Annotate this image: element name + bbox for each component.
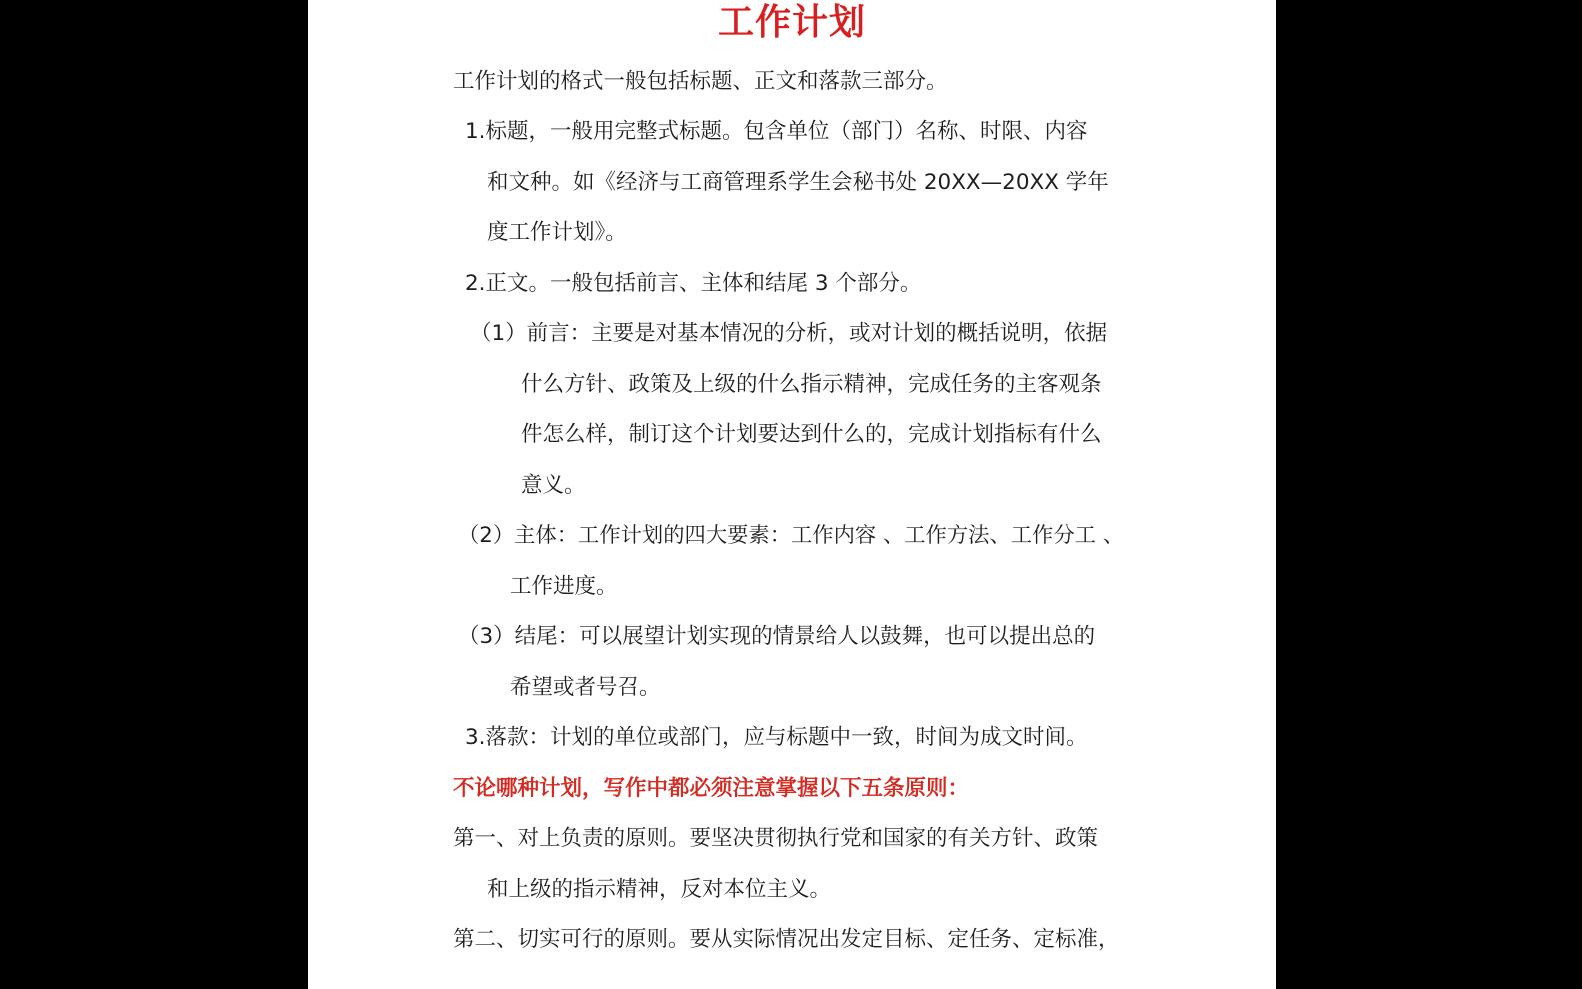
section-2-line: 2.正文。一般包括前言、主体和结尾 3 个部分。 — [465, 271, 922, 296]
intro-line: 工作计划的格式一般包括标题、正文和落款三部分。 — [453, 69, 948, 94]
section-1-line-3: 度工作计划》。 — [487, 220, 627, 245]
principles-heading: 不论哪种计划，写作中都必须注意掌握以下五条原则： — [453, 776, 970, 801]
preface-line-4: 意义。 — [521, 473, 586, 498]
body-line-1: （2）主体：工作计划的四大要素：工作内容 、工作方法、工作分工 、 — [458, 523, 1124, 548]
ending-line-1: （3）结尾：可以展望计划实现的情景给人以鼓舞，也可以提出总的 — [458, 624, 1096, 649]
principle-2-line-1: 第二、切实可行的原则。要从实际情况出发定目标、定任务、定标准， — [453, 927, 1120, 952]
section-3-line: 3.落款：计划的单位或部门，应与标题中一致，时间为成文时间。 — [465, 725, 1088, 750]
page-title: 工作计划 — [717, 2, 866, 43]
section-1-line-2: 和文种。如《经济与工商管理系学生会秘书处 20XX—20XX 学年 — [487, 170, 1109, 195]
preface-line-1: （1）前言：主要是对基本情况的分析，或对计划的概括说明，依据 — [470, 321, 1108, 346]
preface-line-3: 件怎么样，制订这个计划要达到什么的，完成计划指标有什么 — [521, 422, 1102, 447]
principle-1-line-2: 和上级的指示精神，反对本位主义。 — [487, 877, 832, 902]
section-1-line-1: 1.标题，一般用完整式标题。包含单位（部门）名称、时限、内容 — [465, 119, 1088, 144]
principle-1-line-1: 第一、对上负责的原则。要坚决贯彻执行党和国家的有关方针、政策 — [453, 826, 1099, 851]
body-line-2: 工作进度。 — [510, 574, 618, 599]
preface-line-2: 什么方针、政策及上级的什么指示精神，完成任务的主客观条 — [521, 372, 1102, 397]
ending-line-2: 希望或者号召。 — [510, 675, 661, 700]
document-page — [308, 0, 1276, 989]
